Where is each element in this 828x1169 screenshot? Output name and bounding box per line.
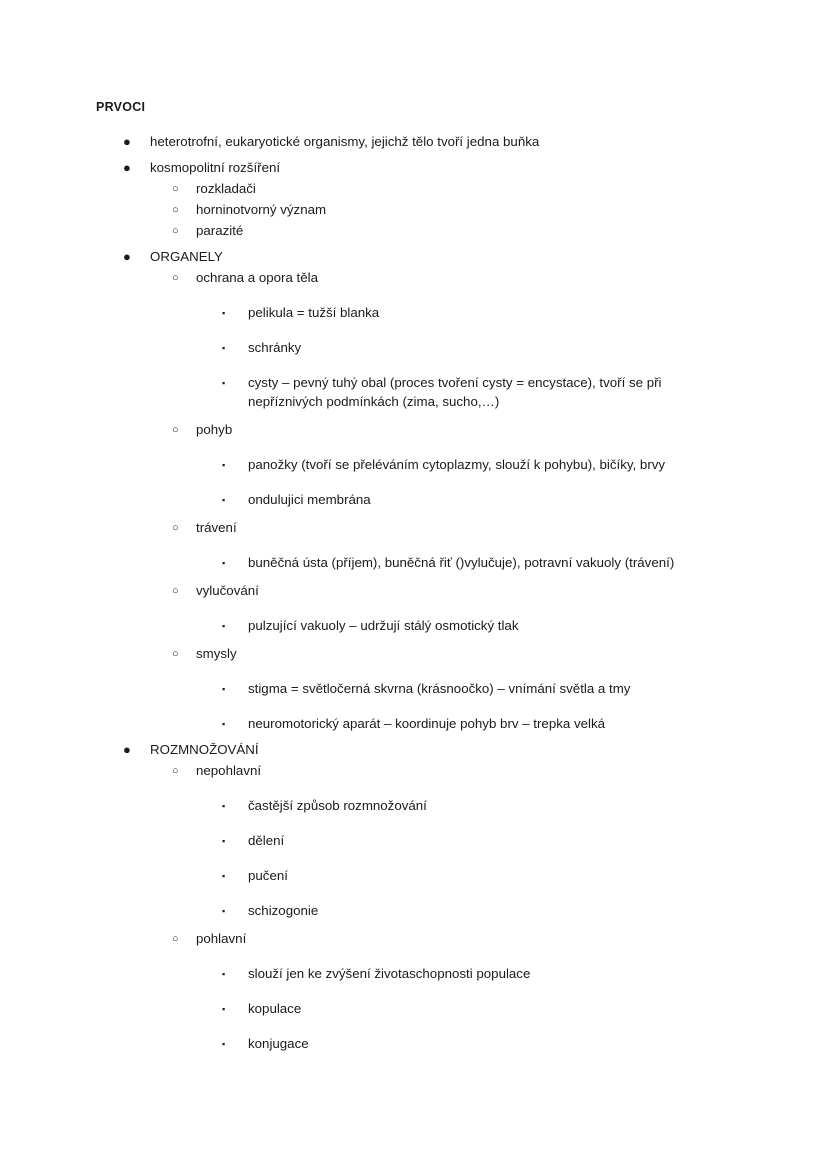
list-item xyxy=(96,714,736,733)
list-item xyxy=(96,999,736,1018)
bullet-level3-icon: ▪ xyxy=(222,621,226,631)
list-item xyxy=(96,373,736,411)
bullet-level3-icon: ▪ xyxy=(222,460,226,470)
list-item-label: cysty – pevný tuhý obal (proces tvoření cysty = encystace), tvoří se při nepříznivých podmínkách (zima, sucho,…) xyxy=(248,375,666,409)
bullet-level2-icon: ○ xyxy=(172,225,179,237)
bullet-level1-icon: ● xyxy=(123,160,131,175)
list-item-label: pelikula = tužší blanka xyxy=(248,305,380,320)
list-item-label: trávení xyxy=(196,520,237,535)
bullet-level3-icon: ▪ xyxy=(222,719,226,729)
bullet-level3-icon: ▪ xyxy=(222,871,226,881)
list-item-label: schizogonie xyxy=(248,903,319,918)
list-item-label: pohlavní xyxy=(196,931,247,946)
bullet-level3-icon: ▪ xyxy=(222,684,226,694)
list-item xyxy=(96,179,736,198)
list-item-label: pulzující vakuoly – udržují stálý osmotický tlak xyxy=(248,618,519,633)
bullet-level3-icon: ▪ xyxy=(222,801,226,811)
bullet-level1-icon: ● xyxy=(123,249,131,264)
list-item-label: pučení xyxy=(248,868,288,883)
list-item xyxy=(96,338,736,357)
list-item xyxy=(96,247,736,266)
list-item-label: dělení xyxy=(248,833,285,848)
list-item-label: konjugace xyxy=(248,1036,309,1051)
bullet-level2-icon: ○ xyxy=(172,648,179,660)
bullet-level2-icon: ○ xyxy=(172,424,179,436)
list-item-label: slouží jen ke zvýšení životaschopnosti populace xyxy=(248,966,531,981)
list-item xyxy=(96,221,736,240)
list-item xyxy=(96,740,736,759)
bullet-level2-icon: ○ xyxy=(172,204,179,216)
list-item-label: heterotrofní, eukaryotické organismy, jejichž tělo tvoří jedna buňka xyxy=(150,134,540,149)
bullet-level2-icon: ○ xyxy=(172,522,179,534)
list-item-label: schránky xyxy=(248,340,302,355)
list-item xyxy=(96,303,736,322)
list-item-label: pohyb xyxy=(196,422,233,437)
list-item xyxy=(96,616,736,635)
list-item-label: častější způsob rozmnožování xyxy=(248,798,427,813)
list-item xyxy=(96,455,736,474)
bullet-level3-icon: ▪ xyxy=(222,1039,226,1049)
list-item-label: smysly xyxy=(196,646,237,661)
list-item xyxy=(96,200,736,219)
bullet-level3-icon: ▪ xyxy=(222,836,226,846)
list-item xyxy=(96,268,736,287)
bullet-level1-icon: ● xyxy=(123,134,131,149)
bullet-level2-icon: ○ xyxy=(172,933,179,945)
list-item-label: kopulace xyxy=(248,1001,302,1016)
document-body xyxy=(96,99,736,1053)
bullet-level3-icon: ▪ xyxy=(222,308,226,318)
list-item-label: horninotvorný význam xyxy=(196,202,327,217)
list-item xyxy=(96,964,736,983)
bullet-level3-icon: ▪ xyxy=(222,969,226,979)
list-item-label: nepohlavní xyxy=(196,763,262,778)
list-item xyxy=(96,796,736,815)
list-item xyxy=(96,158,736,177)
bullet-level2-icon: ○ xyxy=(172,585,179,597)
list-item xyxy=(96,644,736,663)
page-title: PRVOCI xyxy=(96,100,146,114)
list-item-label: panožky (tvoří se přeléváním cytoplazmy, slouží k pohybu), bičíky, brvy xyxy=(248,457,666,472)
bullet-level2-icon: ○ xyxy=(172,765,179,777)
bullet-level3-icon: ▪ xyxy=(222,906,226,916)
list-item xyxy=(96,518,736,537)
list-item xyxy=(96,929,736,948)
bullet-level3-icon: ▪ xyxy=(222,558,226,568)
list-item xyxy=(96,132,736,151)
bullet-level2-icon: ○ xyxy=(172,272,179,284)
list-item-label: vylučování xyxy=(196,583,259,598)
list-item xyxy=(96,490,736,509)
list-item xyxy=(96,679,736,698)
list-item xyxy=(96,901,736,920)
list-item-label: kosmopolitní rozšíření xyxy=(150,160,281,175)
list-item-label: buněčná ústa (příjem), buněčná řiť ()vylučuje), potravní vakuoly (trávení) xyxy=(248,555,675,570)
bullet-level3-icon: ▪ xyxy=(222,343,226,353)
list-item xyxy=(96,761,736,780)
list-item-label: rozkladači xyxy=(196,181,256,196)
list-item xyxy=(96,581,736,600)
bullet-level3-icon: ▪ xyxy=(222,495,226,505)
list-item-label: ondulujici membrána xyxy=(248,492,371,507)
list-item-label: neuromotorický aparát – koordinuje pohyb brv – trepka velká xyxy=(248,716,605,731)
outline-list xyxy=(96,132,736,1053)
list-item-label: ROZMNOŽOVÁNÍ xyxy=(150,742,259,757)
bullet-level3-icon: ▪ xyxy=(222,378,226,388)
bullet-level1-icon: ● xyxy=(123,742,131,757)
list-item xyxy=(96,866,736,885)
list-item xyxy=(96,831,736,850)
list-item xyxy=(96,1034,736,1053)
list-item xyxy=(96,420,736,439)
list-item-label: ORGANELY xyxy=(150,249,223,264)
list-item-label: ochrana a opora těla xyxy=(196,270,318,285)
bullet-level2-icon: ○ xyxy=(172,183,179,195)
list-item-label: parazité xyxy=(196,223,244,238)
list-item-label: stigma = světločerná skvrna (krásnoočko) – vnímání světla a tmy xyxy=(248,681,631,696)
bullet-level3-icon: ▪ xyxy=(222,1004,226,1014)
list-item xyxy=(96,553,736,572)
